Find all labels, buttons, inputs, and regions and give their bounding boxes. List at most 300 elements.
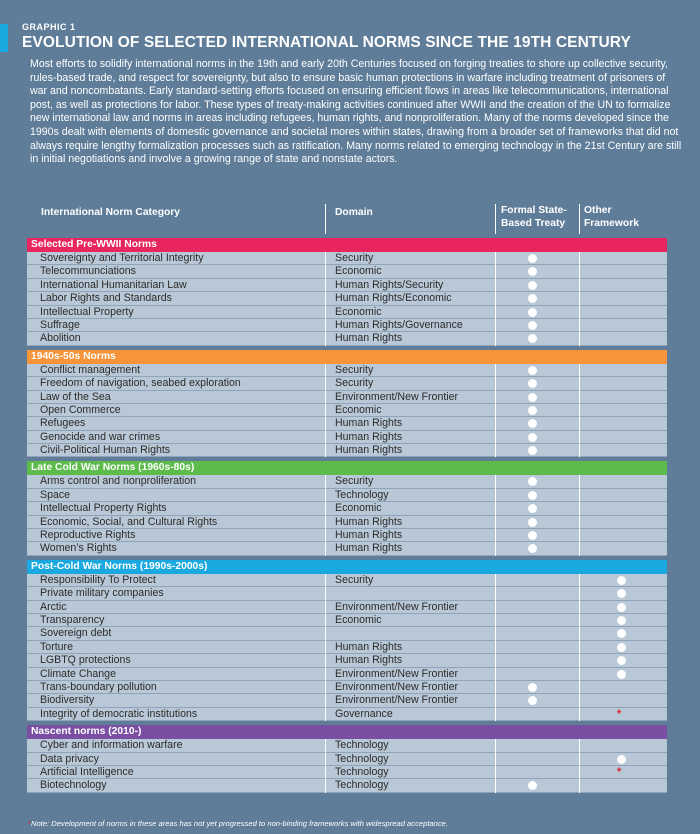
column-divider <box>579 739 580 752</box>
column-divider <box>579 377 580 390</box>
section-rows <box>27 574 667 721</box>
column-divider <box>579 252 580 265</box>
column-divider <box>325 306 326 319</box>
column-divider <box>495 489 496 502</box>
treaty-marker-cell <box>528 433 537 442</box>
norm-category: Responsibility To Protect <box>40 573 156 586</box>
filled-circle-icon <box>528 544 537 553</box>
norm-category: Private military companies <box>40 587 164 600</box>
column-divider <box>495 265 496 278</box>
norm-category: Open Commerce <box>40 403 121 416</box>
section-rows <box>27 364 667 458</box>
other-marker-cell <box>617 755 626 764</box>
table-row <box>27 708 667 721</box>
other-marker-cell <box>617 643 626 652</box>
column-divider <box>579 417 580 430</box>
norm-domain: Human Rights <box>335 654 403 667</box>
column-divider <box>579 332 580 345</box>
norm-category: Economic, Social, and Cultural Rights <box>40 515 218 528</box>
filled-circle-icon <box>617 643 626 652</box>
column-divider <box>495 654 496 667</box>
norm-domain: Human Rights/Governance <box>335 318 463 331</box>
other-marker-cell <box>617 656 626 665</box>
table-row <box>27 431 667 444</box>
norm-category: Biotechnology <box>40 779 107 792</box>
norm-domain: Security <box>335 252 374 264</box>
norm-category: Arctic <box>40 600 67 613</box>
treaty-marker-cell <box>528 334 537 343</box>
column-divider <box>495 694 496 707</box>
column-divider <box>325 391 326 404</box>
filled-circle-icon <box>528 504 537 513</box>
table-row <box>27 668 667 681</box>
norm-category: Transparency <box>40 613 105 626</box>
column-divider <box>579 319 580 332</box>
other-marker-cell <box>617 603 626 612</box>
filled-circle-icon <box>528 419 537 428</box>
norm-domain: Human Rights <box>335 417 403 430</box>
column-divider <box>495 574 496 587</box>
table-sections <box>27 238 667 793</box>
norm-category: Biodiversity <box>40 694 95 707</box>
filled-circle-icon <box>528 294 537 303</box>
norm-category: Data privacy <box>40 752 99 765</box>
table-row <box>27 319 667 332</box>
norm-category: Labor Rights and Standards <box>40 292 172 305</box>
norm-domain: Human Rights <box>335 529 403 542</box>
filled-circle-icon <box>617 576 626 585</box>
norm-category: Conflict management <box>40 363 141 376</box>
column-divider <box>325 292 326 305</box>
treaty-marker-cell <box>528 544 537 553</box>
table-row <box>27 377 667 390</box>
header-divider <box>325 204 326 234</box>
norm-category: Intellectual Property Rights <box>40 502 167 515</box>
norm-domain: Human Rights <box>335 332 403 345</box>
column-divider <box>325 681 326 694</box>
column-divider <box>325 431 326 444</box>
table-row <box>27 502 667 515</box>
norm-category: Women’s Rights <box>40 542 117 555</box>
column-divider <box>579 627 580 640</box>
norm-category: Climate Change <box>40 667 116 680</box>
column-divider <box>325 641 326 654</box>
norm-domain: Human Rights/Security <box>335 278 444 291</box>
norm-domain: Technology <box>335 739 389 752</box>
norm-domain: Economic <box>335 305 382 318</box>
filled-circle-icon <box>528 531 537 540</box>
column-divider <box>579 708 580 721</box>
footnote-text: Note: Development of norms in these areas has not yet progressed to non-binding frameworks with widespread acceptance. <box>30 819 449 828</box>
section-header: Nascent norms (2010-) <box>27 725 667 739</box>
column-divider <box>495 404 496 417</box>
norm-category: Law of the Sea <box>40 390 111 403</box>
column-divider <box>579 489 580 502</box>
column-divider <box>495 332 496 345</box>
treaty-marker-cell <box>528 393 537 402</box>
table-row <box>27 475 667 488</box>
filled-circle-icon <box>528 321 537 330</box>
table-row <box>27 753 667 766</box>
table-row <box>27 417 667 430</box>
norm-domain: Technology <box>335 488 389 501</box>
column-divider <box>495 319 496 332</box>
column-divider <box>495 502 496 515</box>
column-divider <box>579 574 580 587</box>
filled-circle-icon <box>528 477 537 486</box>
column-divider <box>579 431 580 444</box>
treaty-marker-cell <box>528 518 537 527</box>
column-divider <box>495 766 496 779</box>
column-header-domain: Domain <box>335 207 373 218</box>
filled-circle-icon <box>528 696 537 705</box>
column-divider <box>495 668 496 681</box>
table-row <box>27 694 667 707</box>
table-row <box>27 252 667 265</box>
column-header-other: Other Framework <box>584 205 639 229</box>
column-divider <box>579 391 580 404</box>
norm-domain: Human Rights <box>335 515 403 528</box>
norm-category: Civil-Political Human Rights <box>40 444 171 457</box>
column-divider <box>325 601 326 614</box>
norm-domain: Economic <box>335 613 382 626</box>
norm-category: Reproductive Rights <box>40 529 136 542</box>
column-divider <box>325 475 326 488</box>
intro-paragraph: Most efforts to solidify international norms in the 19th and early 20th Centuries focused on forging treaties to shore up collective security, rules-based trade, and respect for sovereignty, but also to ensure basic human protections in warfare including treatment of prisoners of war and noncombatants. Early standard-setting efforts focused on ensuring efficient flows in areas like telecommunications, international post, as well as protections for labor. These types of treaty-making activities continued after WWII and the creation of the UN to formalize new international law and norms in areas including refugees, human rights, and nonproliferation. Many of the norms developed since the 1990s dealt with elements of domestic governance and societal mores within states, drawing from a broader set of frameworks that did not always require lengthy formalization processes such as ratification. Many norms related to emerging technology in the 21st Century are still in initial negotiations and involve a growing range of state and nonstate actors. <box>30 58 682 166</box>
column-header-category: International Norm Category <box>41 207 181 218</box>
column-divider <box>495 779 496 792</box>
filled-circle-icon <box>617 603 626 612</box>
norm-domain: Technology <box>335 752 389 765</box>
column-divider <box>579 668 580 681</box>
column-divider <box>495 708 496 721</box>
treaty-marker-cell <box>528 406 537 415</box>
norms-table <box>27 204 667 793</box>
table-row <box>27 391 667 404</box>
column-divider <box>495 601 496 614</box>
other-marker-cell <box>617 616 626 625</box>
column-divider <box>579 292 580 305</box>
column-divider <box>579 516 580 529</box>
column-divider <box>579 641 580 654</box>
table-row <box>27 444 667 457</box>
filled-circle-icon <box>528 334 537 343</box>
column-divider <box>495 444 496 457</box>
column-header-treaty: Formal State-Based Treaty <box>501 205 567 229</box>
header-divider <box>495 204 496 234</box>
column-divider <box>325 739 326 752</box>
norm-domain: Technology <box>335 765 389 778</box>
treaty-marker-cell <box>528 294 537 303</box>
column-divider <box>579 475 580 488</box>
table-header <box>27 204 667 234</box>
norm-domain: Governance <box>335 707 393 720</box>
other-marker-cell <box>617 629 626 638</box>
filled-circle-icon <box>617 755 626 764</box>
column-divider <box>325 332 326 345</box>
column-divider <box>495 417 496 430</box>
norm-domain: Environment/New Frontier <box>335 390 459 403</box>
table-row <box>27 364 667 377</box>
norm-domain: Human Rights/Economic <box>335 292 452 305</box>
table-row <box>27 614 667 627</box>
treaty-marker-cell <box>528 308 537 317</box>
treaty-marker-cell <box>528 281 537 290</box>
treaty-marker-cell <box>528 477 537 486</box>
norm-domain: Economic <box>335 502 382 515</box>
column-divider <box>325 574 326 587</box>
column-divider <box>325 502 326 515</box>
norm-category: Artificial Intelligence <box>40 765 134 778</box>
filled-circle-icon <box>617 629 626 638</box>
treaty-marker-cell <box>528 366 537 375</box>
table-row <box>27 529 667 542</box>
norm-domain: Technology <box>335 779 389 792</box>
table-row <box>27 779 667 792</box>
filled-circle-icon <box>528 366 537 375</box>
norm-category: Arms control and nonproliferation <box>40 475 197 488</box>
asterisk-icon: * <box>617 765 622 778</box>
header-divider <box>579 204 580 234</box>
column-divider <box>325 766 326 779</box>
column-divider <box>579 529 580 542</box>
other-marker-cell <box>617 765 622 778</box>
column-divider <box>325 279 326 292</box>
column-divider <box>495 681 496 694</box>
filled-circle-icon <box>528 683 537 692</box>
filled-circle-icon <box>528 281 537 290</box>
table-row <box>27 587 667 600</box>
filled-circle-icon <box>617 670 626 679</box>
norm-category: Trans-boundary pollution <box>40 680 157 693</box>
column-divider <box>495 516 496 529</box>
norm-domain: Environment/New Frontier <box>335 694 459 707</box>
norm-domain: Economic <box>335 403 382 416</box>
norm-category: Freedom of navigation, seabed exploration <box>40 377 241 390</box>
column-divider <box>579 614 580 627</box>
column-divider <box>325 516 326 529</box>
column-divider <box>325 417 326 430</box>
column-divider <box>579 779 580 792</box>
norm-domain: Security <box>335 363 374 376</box>
column-divider <box>579 766 580 779</box>
column-divider <box>579 306 580 319</box>
treaty-marker-cell <box>528 267 537 276</box>
column-divider <box>495 475 496 488</box>
footnote <box>28 819 448 828</box>
filled-circle-icon <box>528 446 537 455</box>
other-marker-cell <box>617 576 626 585</box>
norm-category: Telecommunciations <box>40 265 136 278</box>
norm-category: International Humanitarian Law <box>40 278 187 291</box>
column-divider <box>495 627 496 640</box>
table-row <box>27 574 667 587</box>
filled-circle-icon <box>528 379 537 388</box>
treaty-marker-cell <box>528 781 537 790</box>
section-rows <box>27 252 667 346</box>
asterisk-icon: * <box>617 707 622 720</box>
column-divider <box>579 681 580 694</box>
filled-circle-icon <box>528 267 537 276</box>
norm-category: LGBTQ protections <box>40 654 131 667</box>
table-row <box>27 542 667 555</box>
table-row <box>27 292 667 305</box>
table-row <box>27 681 667 694</box>
norm-domain: Security <box>335 475 374 488</box>
norm-category: Sovereignty and Territorial Integrity <box>40 252 204 264</box>
norm-category: Refugees <box>40 417 86 430</box>
column-divider <box>325 654 326 667</box>
table-row <box>27 489 667 502</box>
column-divider <box>579 753 580 766</box>
column-divider <box>579 279 580 292</box>
norm-domain: Security <box>335 573 374 586</box>
column-divider <box>579 364 580 377</box>
table-row <box>27 404 667 417</box>
section-header: Selected Pre-WWII Norms <box>27 238 667 252</box>
column-divider <box>325 708 326 721</box>
column-divider <box>495 641 496 654</box>
table-row <box>27 279 667 292</box>
column-divider <box>495 279 496 292</box>
filled-circle-icon <box>528 491 537 500</box>
norm-category: Space <box>40 488 71 501</box>
treaty-marker-cell <box>528 531 537 540</box>
column-divider <box>495 614 496 627</box>
column-divider <box>325 614 326 627</box>
column-divider <box>579 502 580 515</box>
column-divider <box>325 779 326 792</box>
table-row <box>27 516 667 529</box>
table-row <box>27 654 667 667</box>
filled-circle-icon <box>528 393 537 402</box>
norm-domain: Human Rights <box>335 444 403 457</box>
column-divider <box>579 587 580 600</box>
treaty-marker-cell <box>528 419 537 428</box>
column-divider <box>325 404 326 417</box>
table-row <box>27 265 667 278</box>
norm-category: Intellectual Property <box>40 305 134 318</box>
other-marker-cell <box>617 670 626 679</box>
norm-category: Suffrage <box>40 318 80 331</box>
norm-category: Cyber and information warfare <box>40 739 183 752</box>
norm-domain: Environment/New Frontier <box>335 667 459 680</box>
column-divider <box>495 529 496 542</box>
column-divider <box>495 364 496 377</box>
column-divider <box>325 489 326 502</box>
column-divider <box>325 529 326 542</box>
norm-category: Genocide and war crimes <box>40 430 161 443</box>
norm-domain: Economic <box>335 265 382 278</box>
section-header: Post-Cold War Norms (1990s-2000s) <box>27 560 667 574</box>
filled-circle-icon <box>528 308 537 317</box>
table-row <box>27 739 667 752</box>
page-title: EVOLUTION OF SELECTED INTERNATIONAL NORMS SINCE THE 19TH CENTURY <box>22 34 631 51</box>
column-divider <box>325 444 326 457</box>
norm-category: Torture <box>40 640 73 653</box>
table-row <box>27 641 667 654</box>
column-divider <box>325 753 326 766</box>
filled-circle-icon <box>528 518 537 527</box>
norm-domain: Human Rights <box>335 430 403 443</box>
treaty-marker-cell <box>528 504 537 513</box>
table-row <box>27 306 667 319</box>
column-divider <box>495 292 496 305</box>
table-row <box>27 332 667 345</box>
column-divider <box>579 694 580 707</box>
other-marker-cell <box>617 707 622 720</box>
column-divider <box>495 739 496 752</box>
filled-circle-icon <box>528 433 537 442</box>
column-divider <box>579 265 580 278</box>
norm-domain: Human Rights <box>335 542 403 555</box>
treaty-marker-cell <box>528 446 537 455</box>
norm-domain: Environment/New Frontier <box>335 600 459 613</box>
column-divider <box>579 601 580 614</box>
column-divider <box>325 627 326 640</box>
treaty-marker-cell <box>528 683 537 692</box>
table-row <box>27 627 667 640</box>
table-row <box>27 601 667 614</box>
column-divider <box>495 391 496 404</box>
filled-circle-icon <box>617 589 626 598</box>
norm-domain: Environment/New Frontier <box>335 680 459 693</box>
footnote-star: * <box>28 819 31 828</box>
section-rows <box>27 475 667 555</box>
graphic-label: GRAPHIC 1 <box>22 22 76 32</box>
column-divider <box>325 319 326 332</box>
column-divider <box>325 694 326 707</box>
column-divider <box>495 377 496 390</box>
treaty-marker-cell <box>528 379 537 388</box>
norm-category: Integrity of democratic institutions <box>40 707 198 720</box>
filled-circle-icon <box>528 781 537 790</box>
section-header: Late Cold War Norms (1960s-80s) <box>27 461 667 475</box>
section-rows <box>27 739 667 793</box>
column-divider <box>579 404 580 417</box>
treaty-marker-cell <box>528 491 537 500</box>
column-divider <box>579 542 580 555</box>
norm-domain: Human Rights <box>335 640 403 653</box>
other-marker-cell <box>617 589 626 598</box>
column-divider <box>495 306 496 319</box>
filled-circle-icon <box>617 616 626 625</box>
column-divider <box>495 252 496 265</box>
column-divider <box>495 431 496 444</box>
column-divider <box>579 444 580 457</box>
norm-domain: Security <box>335 377 374 390</box>
treaty-marker-cell <box>528 321 537 330</box>
filled-circle-icon <box>528 254 537 263</box>
column-divider <box>325 252 326 265</box>
column-divider <box>579 654 580 667</box>
norm-category: Sovereign debt <box>40 627 112 640</box>
column-divider <box>325 377 326 390</box>
column-divider <box>325 265 326 278</box>
treaty-marker-cell <box>528 254 537 263</box>
table-row <box>27 766 667 779</box>
column-divider <box>325 668 326 681</box>
column-divider <box>495 587 496 600</box>
column-divider <box>325 364 326 377</box>
filled-circle-icon <box>617 656 626 665</box>
norm-category: Abolition <box>40 332 81 345</box>
title-accent-bar <box>0 24 8 52</box>
column-divider <box>325 587 326 600</box>
filled-circle-icon <box>528 406 537 415</box>
column-divider <box>495 542 496 555</box>
column-divider <box>495 753 496 766</box>
